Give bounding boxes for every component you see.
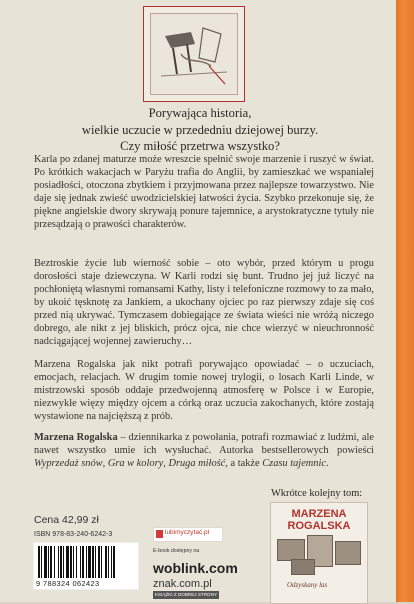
mini-cover-photos — [277, 535, 361, 575]
book-icon — [156, 530, 163, 538]
bio-text: – dziennikarka z powołania, potrafi rozmawiać z ludźmi, ale nawet wszystko umie ich wysłuchać. Autorka bestsellerowych powieści — [34, 432, 374, 456]
emblem-illustration — [150, 13, 238, 95]
photo-thumbnail — [277, 539, 305, 561]
spine-edge — [396, 0, 414, 602]
separator: , a także — [225, 458, 263, 469]
photo-thumbnail — [335, 541, 361, 565]
mini-cover-title: Odzyskany las — [287, 581, 328, 589]
tagline — [30, 105, 370, 155]
ebook-note: E-book dostępny na — [153, 548, 200, 554]
lubimyczytac-badge — [153, 527, 223, 542]
mini-cover-author-first: MARZENA — [291, 508, 347, 520]
description-paragraph-1: Karla po zdanej maturze może wreszcie spełnić swoje marzenie i ruszyć w świat. Po krótkich wakacjach w Paryżu trafia do Anglii, by zamieszkać we wspaniałej posiadłości, otoczona zbytkiem i przyjmowana przez najlepsze towarzystwo. Nie daje się jednak zwieść uwodzicielskiej łatwości życia. Szybko przekonuje się, że piękne angielskie dwory skrywają ponure tajemnice, a arystokratyczne tytuły nie przesądzają o prawości charakterów. — [34, 154, 374, 230]
barcode-bars-icon — [38, 546, 134, 578]
woblink-logo: woblink.com — [153, 560, 238, 576]
isbn-label: ISBN 978-83-240-6242-3 — [34, 531, 113, 538]
barcode — [33, 542, 139, 590]
cover-emblem — [143, 6, 245, 102]
price-label: Cena 42,99 zł — [34, 514, 99, 526]
tagline-line: wielkie uczucie w przededniu dziejowej burzy. — [81, 122, 319, 137]
book-title: Druga miłość — [168, 458, 226, 469]
book-title: Czasu tajemnic — [262, 458, 327, 469]
separator: , — [102, 458, 108, 469]
description-paragraph-2: Beztroskie życie lub wierność sobie – oto wybór, przed którym u progu dorosłości staje dziewczyna. W Karli rodzi się bunt. Trudno jej już liczyć na pochłoniętą własnymi romansami Kathy, listy i telefoniczne rozmowy to za mało, by ukoić tęsknotę za Jankiem, a ukochany ojciec po raz pierwszy zdaje się coś przed nią ukrywać. Tymczasem dobiegające ze świata wieści nie wróżą niczego dobrego, ale nikt z jej bliskich, prócz ojca, nie chce wierzyć w nieuchronność nadciągającej wojennej zawieruchy… — [34, 258, 374, 347]
next-volume-label: Wkrótce kolejny tom: — [271, 488, 363, 499]
publisher-slogan: KSIĄŻKI Z DOBREJ STRONY — [154, 592, 218, 597]
separator: , — [163, 458, 169, 469]
publisher-logo: znak.com.pl — [153, 578, 212, 590]
tagline-line: Czy miłość przetrwa wszystko? — [120, 139, 280, 153]
sketch-illustration-icon — [151, 14, 237, 94]
book-title: Gra w kolory — [107, 458, 164, 469]
lubimyczytac-label: lubimyczytać.pl — [165, 529, 210, 536]
author-bio-paragraph — [34, 431, 374, 470]
description-paragraph-3: Marzena Rogalska jak nikt potrafi porywająco opowiadać – o uczuciach, emocjach, relacjach. W drugim tomie nowej trylogii, o losach Karli Linde, w mistrzowski sposób oddaje przedwojenną atmosferę w Polsce i w Europie, niezwykłe więzy między ojcem a córką oraz uczucia zakochanych, które zostają wystawione na najcięższą z prób. — [34, 359, 374, 422]
book-title: Wyprzedaż snów — [34, 458, 103, 469]
photo-thumbnail — [291, 559, 315, 575]
barcode-number: 9 788324 062423 — [36, 579, 100, 588]
tagline-line: Porywająca historia, — [148, 106, 252, 120]
next-volume-cover — [270, 502, 368, 604]
bio-end: . — [326, 458, 329, 469]
author-name: Marzena Rogalska — [34, 432, 118, 443]
mini-cover-author-last: ROGALSKA — [287, 520, 351, 532]
